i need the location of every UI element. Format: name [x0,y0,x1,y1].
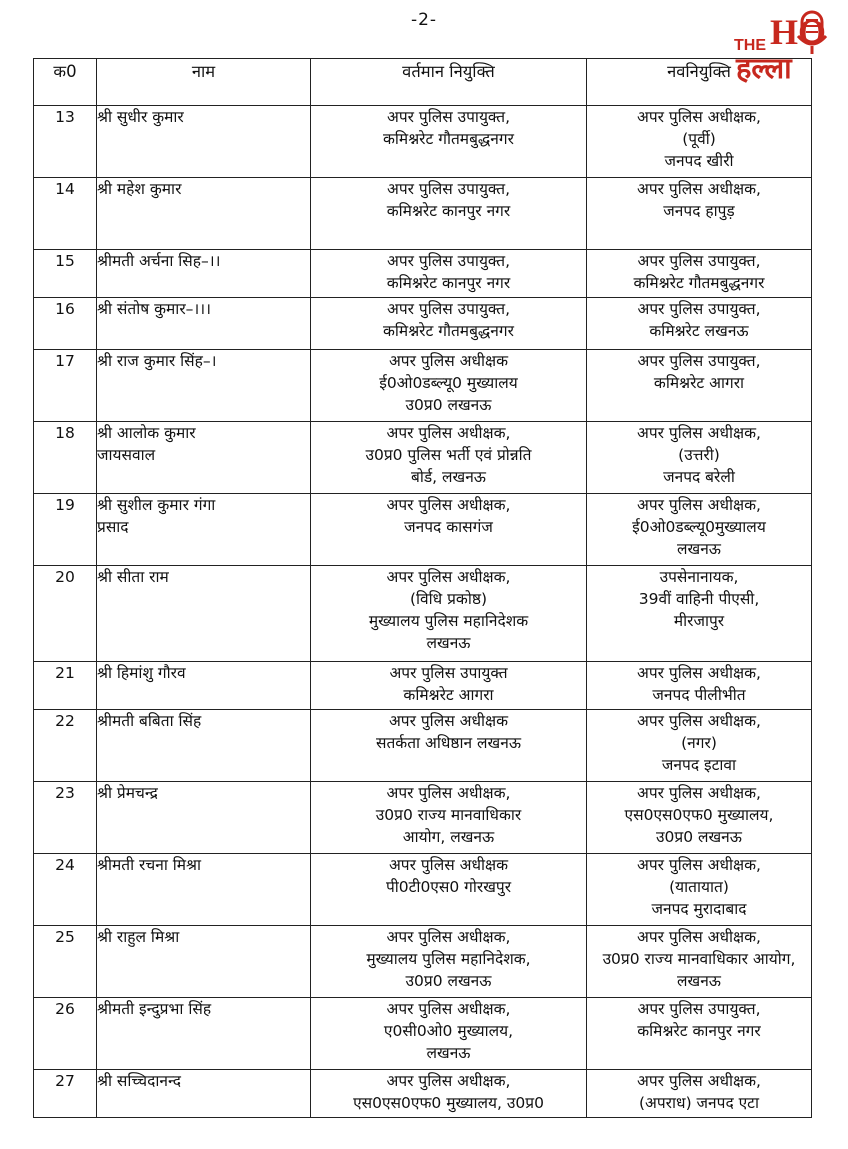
table-row [34,250,812,298]
table-row [34,926,812,998]
officer-name [97,782,311,854]
new-posting [587,998,812,1070]
current-posting [311,926,587,998]
current-posting-line: (विधि प्रकोष्ठ) [409,590,488,608]
current-posting-line: अपर पुलिस उपायुक्त, [386,180,511,198]
officer-name [97,250,311,298]
header-name: नाम [97,59,311,106]
header-current-posting: वर्तमान नियुक्ति [311,59,587,106]
new-posting-line: (यातायात) [669,878,729,896]
new-posting-line: (पूर्वी) [682,130,716,148]
page-number: -2- [410,10,438,30]
officer-name-line: श्री आलोक कुमार [97,424,196,442]
current-posting-line: अपर पुलिस अधीक्षक [388,352,509,370]
serial-number: 25 [34,926,97,998]
officer-name-line: श्री सीता राम [97,568,169,586]
serial-number: 20 [34,566,97,662]
new-posting-line: अपर पुलिस उपायुक्त, [637,252,761,270]
current-posting-line: जनपद कासगंज [404,518,493,536]
new-posting [587,106,812,178]
transfer-orders-table [33,58,812,1118]
table-row [34,422,812,494]
new-posting-line: जनपद मुरादाबाद [651,900,747,918]
new-posting-line: ई0ओ0डब्ल्यू0मुख्यालय [632,518,766,536]
new-posting-line: अपर पुलिस अधीक्षक, [637,1072,761,1090]
table-row [34,566,812,662]
officer-name-line: श्री राहुल मिश्रा [97,928,180,946]
current-posting-line: अपर पुलिस उपायुक्त, [386,300,511,318]
officer-name [97,710,311,782]
serial-number: 24 [34,854,97,926]
new-posting [587,662,812,710]
new-posting [587,298,812,350]
current-posting-line: कमिश्नरेट आगरा [403,686,494,704]
new-posting-line: (नगर) [681,734,717,752]
table-header-row [34,59,812,106]
table-row [34,494,812,566]
officer-name [97,854,311,926]
current-posting-line: मुख्यालय पुलिस महानिदेशक [368,612,529,630]
officer-name [97,998,311,1070]
new-posting [587,178,812,250]
current-posting-line: ई0ओ0डब्ल्यू0 मुख्यालय [379,374,518,392]
new-posting-line: 39वीं वाहिनी पीएसी, [638,590,760,608]
current-posting-line: अपर पुलिस उपायुक्त [389,664,508,682]
new-posting-line: अपर पुलिस अधीक्षक, [637,712,761,730]
officer-name-line: श्रीमती रचना मिश्रा [97,856,202,874]
serial-number: 21 [34,662,97,710]
current-posting [311,998,587,1070]
logo-ho: HO [770,12,827,52]
new-posting-line: (उत्तरी) [678,446,720,464]
current-posting-line: अपर पुलिस अधीक्षक, [386,928,511,946]
current-posting-line: उ0प्र0 लखनऊ [405,396,492,414]
current-posting-line: कमिश्नरेट गौतमबुद्धनगर [383,322,514,340]
serial-number: 17 [34,350,97,422]
new-posting [587,422,812,494]
current-posting-line: उ0प्र0 राज्य मानवाधिकार [375,806,522,824]
officer-name-line: श्री महेश कुमार [97,180,182,198]
officer-name-line: श्री संतोष कुमार–।।। [97,300,212,318]
table-row [34,782,812,854]
officer-name-line: श्री राज कुमार सिंह–। [97,352,217,370]
current-posting-line: अपर पुलिस अधीक्षक, [386,424,511,442]
new-posting-line: अपर पुलिस अधीक्षक, [637,856,761,874]
new-posting-line: कमिश्नरेट गौतमबुद्धनगर [633,274,765,292]
current-posting-line: कमिश्नरेट गौतमबुद्धनगर [383,130,514,148]
current-posting-line: कमिश्नरेट कानपुर नगर [386,274,511,292]
new-posting-line: उ0प्र0 राज्य मानवाधिकार आयोग, [602,950,796,968]
new-posting-line: अपर पुलिस अधीक्षक, [637,784,761,802]
logo-the: THE [734,37,766,54]
serial-number: 18 [34,422,97,494]
officer-name [97,662,311,710]
new-posting-line: अपर पुलिस अधीक्षक, [637,496,761,514]
table-row [34,1070,812,1118]
serial-number: 23 [34,782,97,854]
officer-name-line: श्री सच्चिदानन्द [97,1072,181,1090]
new-posting-line: (अपराध) जनपद एटा [638,1094,760,1112]
table-row [34,106,812,178]
table-row [34,350,812,422]
serial-number: 19 [34,494,97,566]
current-posting-line: एस0एस0एफ0 मुख्यालय, उ0प्र0 [353,1094,544,1112]
current-posting-line: अपर पुलिस अधीक्षक, [386,1072,511,1090]
officer-name [97,350,311,422]
new-posting-line: एस0एस0एफ0 मुख्यालय, [624,806,774,824]
current-posting [311,566,587,662]
officer-name [97,566,311,662]
officer-name [97,106,311,178]
table-row [34,662,812,710]
table-body [34,106,812,1118]
current-posting-line: अपर पुलिस अधीक्षक [388,712,509,730]
current-posting [311,782,587,854]
new-posting [587,1070,812,1118]
serial-number: 16 [34,298,97,350]
current-posting [311,250,587,298]
serial-number: 22 [34,710,97,782]
new-posting-line: अपर पुलिस उपायुक्त, [637,352,761,370]
current-posting-line: अपर पुलिस उपायुक्त, [386,252,511,270]
header-new-posting: नवनियुक्ति [587,59,812,106]
new-posting-line: जनपद हापुड़ [663,202,735,220]
new-posting-line: उपसेनानायक, [659,568,739,586]
new-posting-line: अपर पुलिस अधीक्षक, [637,180,761,198]
new-posting-line: उ0प्र0 लखनऊ [656,828,742,846]
new-posting-line: कमिश्नरेट लखनऊ [649,322,749,340]
current-posting [311,662,587,710]
new-posting-line: लखनऊ [677,972,721,990]
current-posting [311,350,587,422]
officer-name-line: प्रसाद [97,518,129,536]
current-posting-line: अपर पुलिस अधीक्षक, [386,784,511,802]
current-posting-line: कमिश्नरेट कानपुर नगर [386,202,511,220]
new-posting-line: अपर पुलिस उपायुक्त, [637,300,761,318]
new-posting-line: जनपद इटावा [661,756,737,774]
table-row [34,710,812,782]
officer-name [97,494,311,566]
current-posting [311,178,587,250]
serial-number: 13 [34,106,97,178]
current-posting-line: अपर पुलिस अधीक्षक [388,856,509,874]
new-posting [587,250,812,298]
current-posting-line: उ0प्र0 लखनऊ [405,972,492,990]
new-posting [587,566,812,662]
current-posting [311,494,587,566]
current-posting-line: आयोग, लखनऊ [402,828,495,846]
officer-name [97,298,311,350]
current-posting-line: अपर पुलिस अधीक्षक, [386,1000,511,1018]
current-posting [311,710,587,782]
new-posting [587,710,812,782]
table-row [34,178,812,250]
current-posting-line: अपर पुलिस अधीक्षक, [386,568,511,586]
officer-name-line: श्रीमती अर्चना सिह–।। [97,252,221,270]
new-posting [587,926,812,998]
new-posting [587,350,812,422]
serial-number: 26 [34,998,97,1070]
current-posting-line: उ0प्र0 पुलिस भर्ती एवं प्रोन्नति [365,446,532,464]
current-posting [311,106,587,178]
table-row [34,998,812,1070]
new-posting-line: लखनऊ [677,540,721,558]
officer-name [97,926,311,998]
new-posting [587,494,812,566]
table-row [34,854,812,926]
current-posting [311,422,587,494]
new-posting-line: अपर पुलिस अधीक्षक, [637,424,761,442]
new-posting-line: अपर पुलिस अधीक्षक, [637,108,761,126]
current-posting [311,854,587,926]
current-posting-line: सतर्कता अधिष्ठान लखनऊ [375,734,521,752]
new-posting-line: अपर पुलिस अधीक्षक, [637,664,761,682]
current-posting-line: अपर पुलिस उपायुक्त, [386,108,511,126]
new-posting-line: अपर पुलिस उपायुक्त, [637,1000,761,1018]
officer-name-line: श्रीमती इन्दुप्रभा सिंह [97,1000,212,1018]
officer-name-line: श्रीमती बबिता सिंह [97,712,202,730]
new-posting-line: जनपद पीलीभीत [652,686,746,704]
officer-name [97,178,311,250]
new-posting-line: कमिश्नरेट कानपुर नगर [637,1022,761,1040]
officer-name-line: श्री हिमांशु गौरव [97,664,186,682]
officer-name [97,422,311,494]
current-posting-line: मुख्यालय पुलिस महानिदेशक, [366,950,531,968]
current-posting-line: पी0टी0एस0 गोरखपुर [385,878,512,896]
officer-name-line: जायसवाल [97,446,156,464]
officer-name-line: श्री प्रेमचन्द्र [97,784,158,802]
officer-name [97,1070,311,1118]
serial-number: 14 [34,178,97,250]
new-posting-line: जनपद खीरी [664,152,734,170]
current-posting-line: लखनऊ [426,634,471,652]
table-row [34,298,812,350]
current-posting [311,298,587,350]
serial-number: 15 [34,250,97,298]
header-serial: क0 [34,59,97,106]
current-posting-line: बोर्ड, लखनऊ [411,468,486,486]
current-posting-line: ए0सी0ओ0 मुख्यालय, [383,1022,514,1040]
new-posting [587,782,812,854]
new-posting [587,854,812,926]
new-posting-line: अपर पुलिस अधीक्षक, [637,928,761,946]
logo-halla: हल्ला [736,51,792,84]
new-posting-line: जनपद बरेली [663,468,735,486]
current-posting-line: लखनऊ [426,1044,471,1062]
officer-name-line: श्री सुधीर कुमार [97,108,184,126]
officer-name-line: श्री सुशील कुमार गंगा [97,496,216,514]
current-posting [311,1070,587,1118]
serial-number: 27 [34,1070,97,1118]
new-posting-line: मीरजापुर [673,612,725,630]
current-posting-line: अपर पुलिस अधीक्षक, [386,496,511,514]
new-posting-line: कमिश्नरेट आगरा [653,374,745,392]
